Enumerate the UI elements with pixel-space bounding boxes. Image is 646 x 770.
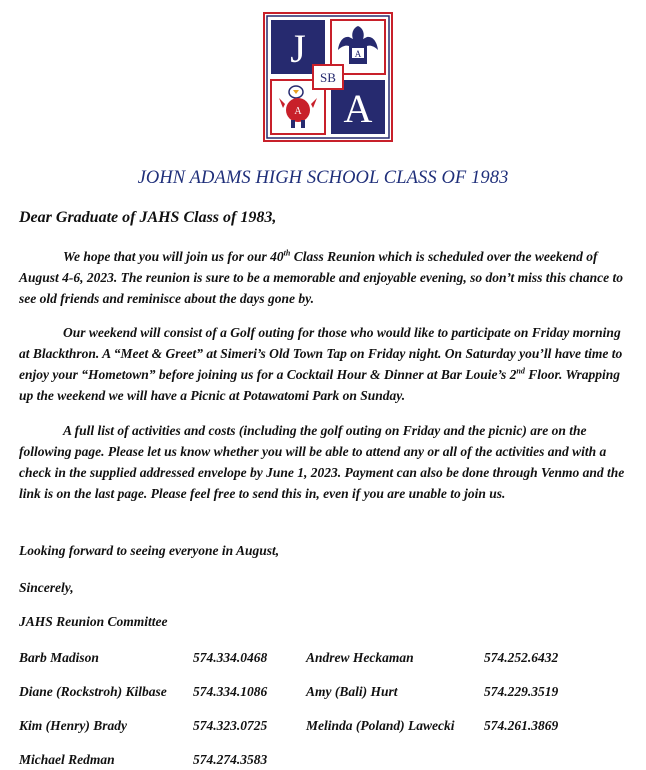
contact-phone: 574.274.3583	[193, 752, 268, 767]
contact-name: Amy (Bali) Hurt	[306, 684, 398, 699]
contact-phone: 574.334.1086	[193, 684, 268, 699]
logo-letter-j: J	[290, 26, 306, 71]
contact-name: Michael Redman	[19, 752, 115, 767]
contact-name: Barb Madison	[19, 650, 99, 665]
contact-name: Melinda (Poland) Lawecki	[306, 718, 455, 733]
contact-phone: 574.334.0468	[193, 650, 268, 665]
paragraph-activities: A full list of activities and costs (including the golf outing on Friday and the picnic) are on the following page. Please let us know whether you will be able to attend any or all of the activities and with a check in the supplied addressed envelope by June 1, 2023. Payment can also be done through Venmo and the link is on the last page. Please feel free to send this in, even if you are unable to join us.	[19, 423, 625, 501]
logo-letter-a: A	[343, 86, 373, 131]
svg-text:A: A	[354, 49, 362, 59]
contact-phone: 574.323.0725	[193, 718, 268, 733]
closing-sincerely: Sincerely,	[19, 580, 74, 595]
committee-signature: JAHS Reunion Committee	[19, 614, 168, 629]
paragraph-schedule: Our weekend will consist of a Golf outing for those who would like to participate on Friday morning at Blackthron. A “Meet & Greet” at Simeri’s Old Town Tap on Friday night. On Saturday you’ll have time to enjoy your “Hometown” before joining us for a Cocktail Hour & Dinner at Bar Louie’s 2nd Floor. Wrapping up the weekend we will have a Picnic at Potawatomi Park on Sunday.	[19, 325, 623, 403]
contact-phone: 574.252.6432	[484, 650, 559, 665]
svg-text:A: A	[294, 106, 302, 117]
school-logo-graphic	[263, 12, 393, 142]
contact-name: Andrew Heckaman	[306, 650, 414, 665]
school-logo	[263, 12, 393, 142]
contact-name: Kim (Henry) Brady	[19, 718, 127, 733]
contact-name: Diane (Rockstroh) Kilbase	[19, 684, 167, 699]
contact-phone: 574.229.3519	[484, 684, 559, 699]
greeting: Dear Graduate of JAHS Class of 1983,	[19, 209, 277, 226]
paragraph-intro: We hope that you will join us for our 40th Class Reunion which is scheduled over the weekend of August 4-6, 2023. The reunion is sure to be a memorable and enjoyable evening, so don’t miss this chance to see old friends and reminisce about the days gone by.	[19, 248, 624, 306]
closing-forward: Looking forward to seeing everyone in August,	[19, 543, 280, 558]
contact-phone: 574.261.3869	[484, 718, 559, 733]
logo-center-text: SB	[320, 70, 336, 85]
document-title: JOHN ADAMS HIGH SCHOOL CLASS OF 1983	[137, 168, 509, 188]
